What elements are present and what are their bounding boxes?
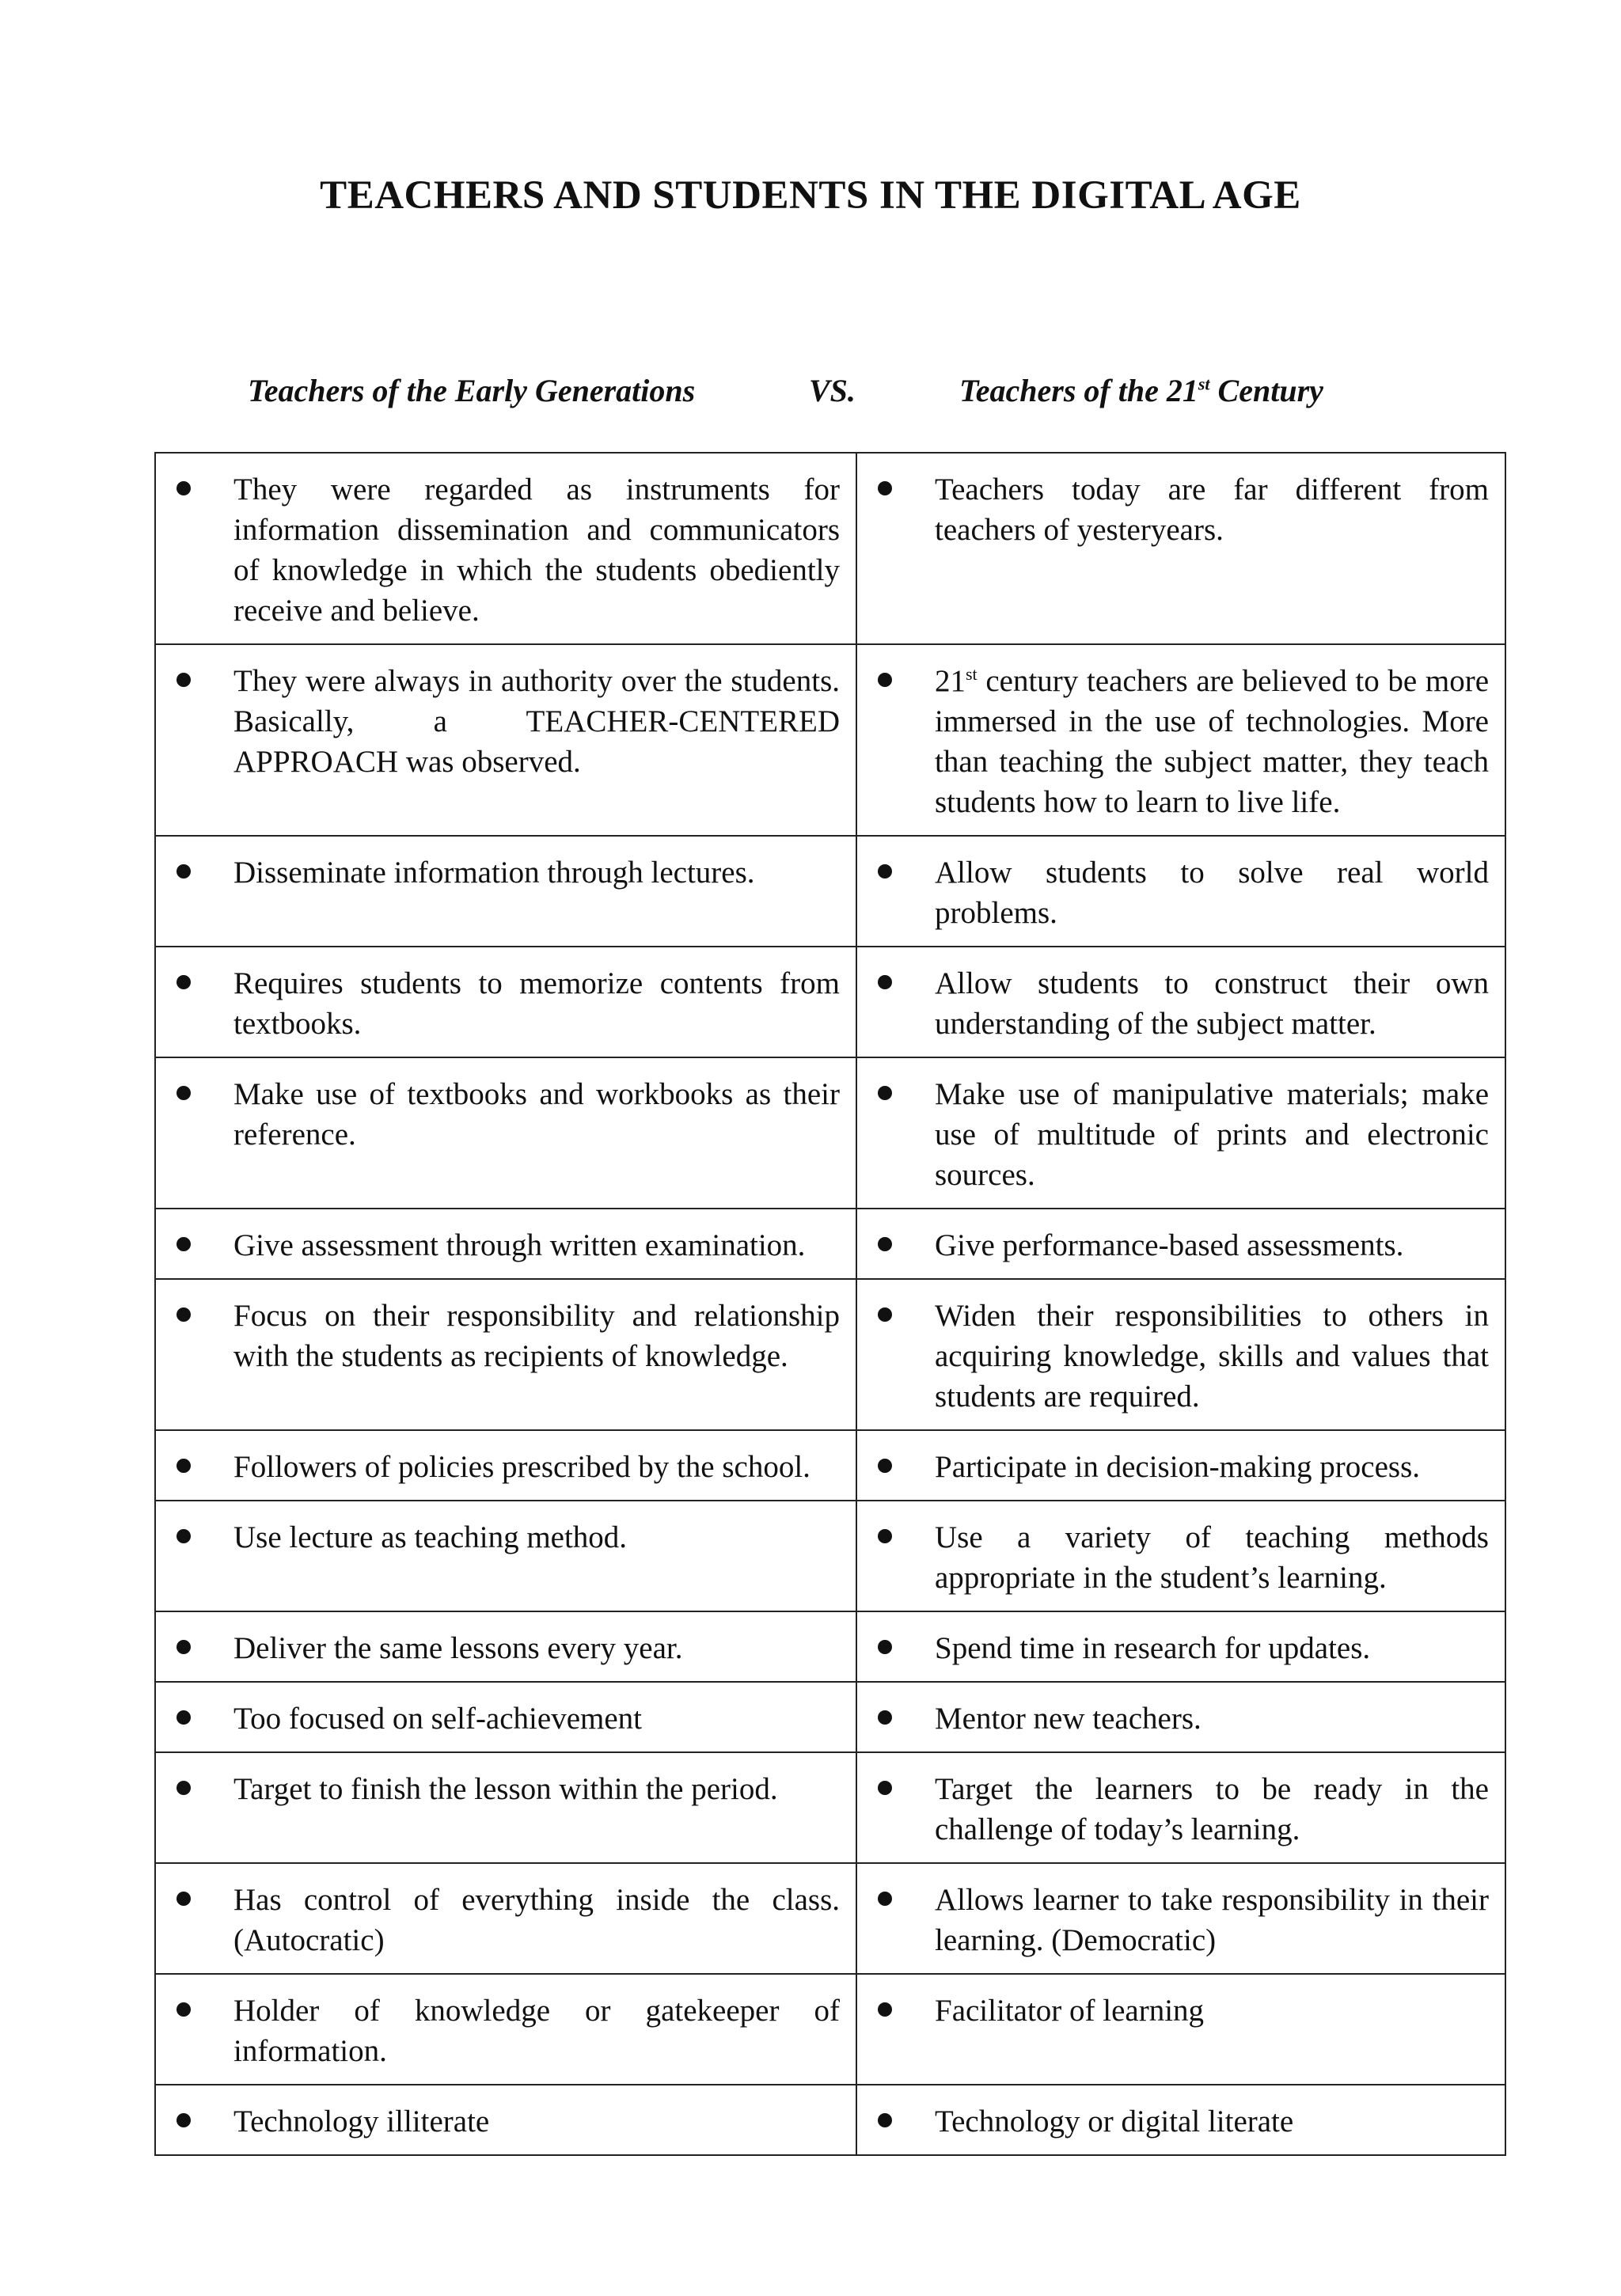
twenty-first-century-cell bbox=[856, 2085, 1505, 2155]
subheading-21st-sup: st bbox=[1198, 374, 1210, 394]
bullet-text-main: Deliver the same lessons every year. bbox=[233, 1631, 683, 1665]
bullet-item bbox=[172, 1225, 840, 1266]
table-row bbox=[155, 1057, 1505, 1209]
early-generation-cell bbox=[155, 453, 856, 644]
comparison-table-body bbox=[155, 453, 1505, 2155]
bullet-item bbox=[172, 1628, 840, 1668]
bullet-icon bbox=[878, 1529, 892, 1543]
bullet-text-main: They were always in authority over the students. Basically, a TEACHER-CENTERED APPROACH was observed. bbox=[233, 664, 840, 779]
bullet-icon bbox=[177, 1710, 191, 1725]
bullet-item bbox=[873, 661, 1489, 822]
bullet-icon bbox=[878, 2002, 892, 2017]
bullet-icon bbox=[878, 975, 892, 989]
bullet-icon bbox=[878, 1640, 892, 1654]
bullet-item bbox=[172, 1990, 840, 2071]
early-generation-cell bbox=[155, 1682, 856, 1752]
twenty-first-century-cell bbox=[856, 1209, 1505, 1279]
bullet-item bbox=[873, 1990, 1489, 2031]
bullet-icon bbox=[177, 1892, 191, 1906]
bullet-text bbox=[233, 1990, 840, 2071]
early-generation-cell bbox=[155, 836, 856, 947]
subheading-early-generations: Teachers of the Early Generations bbox=[248, 373, 696, 408]
bullet-icon bbox=[177, 864, 191, 879]
bullet-item bbox=[172, 1698, 840, 1739]
twenty-first-century-cell bbox=[856, 1682, 1505, 1752]
bullet-text-main: Technology or digital literate bbox=[935, 2104, 1294, 2139]
bullet-icon bbox=[878, 481, 892, 495]
bullet-item bbox=[172, 1769, 840, 1809]
twenty-first-century-cell bbox=[856, 1863, 1505, 1974]
bullet-icon bbox=[878, 864, 892, 879]
bullet-text bbox=[935, 1880, 1489, 1960]
bullet-icon bbox=[878, 1892, 892, 1906]
table-row bbox=[155, 644, 1505, 836]
subheading-century-text: Century bbox=[1209, 373, 1323, 408]
early-generation-cell bbox=[155, 1501, 856, 1611]
bullet-text-main: Too focused on self-achievement bbox=[233, 1702, 642, 1736]
bullet-text bbox=[935, 469, 1489, 550]
bullet-text-main: Allow students to construct their own understanding of the subject matter. bbox=[935, 966, 1489, 1041]
bullet-item bbox=[873, 1225, 1489, 1266]
bullet-text-main: Participate in decision-making process. bbox=[935, 1450, 1420, 1484]
bullet-item bbox=[172, 661, 840, 782]
bullet-text-main: Use lecture as teaching method. bbox=[233, 1520, 628, 1554]
bullet-icon bbox=[878, 673, 892, 687]
table-row bbox=[155, 1501, 1505, 1611]
subheading-21st-century bbox=[959, 372, 1323, 409]
bullet-item bbox=[172, 852, 840, 893]
bullet-text bbox=[935, 661, 1489, 822]
twenty-first-century-cell bbox=[856, 453, 1505, 644]
bullet-icon bbox=[177, 1781, 191, 1795]
bullet-text bbox=[935, 1990, 1489, 2031]
bullet-item bbox=[172, 2101, 840, 2142]
bullet-item bbox=[873, 2101, 1489, 2142]
bullet-item bbox=[873, 1628, 1489, 1668]
bullet-text bbox=[233, 469, 840, 631]
bullet-icon bbox=[177, 1237, 191, 1251]
bullet-text-main: They were regarded as instruments for information dissemination and communicators of knowledge in which the students obediently receive and believe. bbox=[233, 472, 840, 628]
twenty-first-century-cell bbox=[856, 1752, 1505, 1863]
bullet-icon bbox=[177, 1459, 191, 1473]
early-generation-cell bbox=[155, 947, 856, 1057]
bullet-icon bbox=[177, 2113, 191, 2127]
bullet-item bbox=[873, 1698, 1489, 1739]
bullet-text bbox=[935, 963, 1489, 1044]
bullet-text bbox=[233, 2101, 840, 2142]
bullet-text bbox=[935, 1517, 1489, 1598]
bullet-text-main: Facilitator of learning bbox=[935, 1994, 1205, 2028]
bullet-text-main: Widen their responsibilities to others in acquiring knowledge, skills and values that students are required. bbox=[935, 1299, 1489, 1414]
twenty-first-century-cell bbox=[856, 836, 1505, 947]
bullet-item bbox=[172, 1296, 840, 1376]
bullet-text bbox=[233, 1880, 840, 1960]
bullet-text bbox=[233, 852, 840, 893]
early-generation-cell bbox=[155, 644, 856, 836]
table-row bbox=[155, 453, 1505, 644]
bullet-text-main: Mentor new teachers. bbox=[935, 1702, 1202, 1736]
early-generation-cell bbox=[155, 1430, 856, 1501]
bullet-icon bbox=[177, 481, 191, 495]
bullet-text-main: Requires students to memorize contents from textbooks. bbox=[233, 966, 840, 1041]
bullet-text-main: Allow students to solve real world problems. bbox=[935, 856, 1489, 930]
bullet-item bbox=[873, 1517, 1489, 1598]
bullet-text bbox=[233, 661, 840, 782]
bullet-icon bbox=[177, 1086, 191, 1100]
subheading-vs: VS. bbox=[809, 373, 856, 408]
bullet-text bbox=[233, 1074, 840, 1155]
bullet-text bbox=[233, 1225, 840, 1266]
table-row bbox=[155, 1863, 1505, 1974]
bullet-item bbox=[873, 1447, 1489, 1487]
bullet-icon bbox=[878, 1307, 892, 1322]
twenty-first-century-cell bbox=[856, 1430, 1505, 1501]
early-generation-cell bbox=[155, 1974, 856, 2085]
bullet-text bbox=[233, 963, 840, 1044]
early-generation-cell bbox=[155, 1611, 856, 1682]
bullet-icon bbox=[177, 1640, 191, 1654]
bullet-text-main: Followers of policies prescribed by the school. bbox=[233, 1450, 810, 1484]
table-row bbox=[155, 1682, 1505, 1752]
early-generation-cell bbox=[155, 1279, 856, 1430]
table-row bbox=[155, 1611, 1505, 1682]
bullet-text bbox=[233, 1447, 840, 1487]
early-generation-cell bbox=[155, 1752, 856, 1863]
bullet-text-main: century teachers are believed to be more immersed in the use of technologies. More than teaching the subject matter, they teach students how to learn to live life. bbox=[935, 664, 1489, 819]
bullet-text-main: Target the learners to be ready in the challenge of today’s learning. bbox=[935, 1772, 1489, 1846]
bullet-text bbox=[935, 1074, 1489, 1195]
bullet-text bbox=[935, 2101, 1489, 2142]
bullet-text bbox=[935, 1225, 1489, 1266]
twenty-first-century-cell bbox=[856, 1974, 1505, 2085]
early-generation-cell bbox=[155, 2085, 856, 2155]
bullet-text bbox=[233, 1296, 840, 1376]
bullet-text-superscript: st bbox=[966, 664, 978, 684]
bullet-text-main: Has control of everything inside the class. (Autocratic) bbox=[233, 1883, 840, 1957]
twenty-first-century-cell bbox=[856, 1057, 1505, 1209]
bullet-text bbox=[233, 1769, 840, 1809]
bullet-item bbox=[873, 852, 1489, 933]
bullet-text-main: Holder of knowledge or gatekeeper of information. bbox=[233, 1994, 840, 2068]
bullet-item bbox=[873, 1880, 1489, 1960]
table-row bbox=[155, 1974, 1505, 2085]
bullet-text-main: Target to finish the lesson within the period. bbox=[233, 1772, 778, 1806]
bullet-text bbox=[233, 1628, 840, 1668]
twenty-first-century-cell bbox=[856, 947, 1505, 1057]
bullet-text bbox=[935, 1698, 1489, 1739]
bullet-text bbox=[935, 1628, 1489, 1668]
bullet-icon bbox=[878, 2113, 892, 2127]
twenty-first-century-cell bbox=[856, 644, 1505, 836]
bullet-text bbox=[233, 1517, 840, 1558]
table-row bbox=[155, 1752, 1505, 1863]
bullet-text-main: Technology illiterate bbox=[233, 2104, 490, 2139]
subheading-21st-text: Teachers of the 21 bbox=[959, 373, 1198, 408]
bullet-text-main: Teachers today are far different from teachers of yesteryears. bbox=[935, 472, 1489, 547]
bullet-item bbox=[873, 963, 1489, 1044]
bullet-icon bbox=[878, 1459, 892, 1473]
bullet-text-main: Give assessment through written examination. bbox=[233, 1228, 806, 1262]
bullet-text bbox=[935, 1769, 1489, 1850]
bullet-item bbox=[172, 1074, 840, 1155]
bullet-item bbox=[873, 1296, 1489, 1417]
bullet-text-main: Make use of manipulative materials; make use of multitude of prints and electronic sources. bbox=[935, 1077, 1489, 1192]
bullet-text-main: Focus on their responsibility and relationship with the students as recipients of knowledge. bbox=[233, 1299, 840, 1373]
bullet-item bbox=[172, 1517, 840, 1558]
table-row bbox=[155, 1430, 1505, 1501]
bullet-text-main: Make use of textbooks and workbooks as their reference. bbox=[233, 1077, 840, 1152]
table-row bbox=[155, 947, 1505, 1057]
comparison-table bbox=[154, 452, 1506, 2156]
bullet-item bbox=[172, 469, 840, 631]
bullet-item bbox=[172, 1447, 840, 1487]
table-row bbox=[155, 836, 1505, 947]
table-row bbox=[155, 2085, 1505, 2155]
bullet-text-main: Spend time in research for updates. bbox=[935, 1631, 1371, 1665]
table-row bbox=[155, 1279, 1505, 1430]
bullet-text bbox=[233, 1698, 840, 1739]
bullet-item bbox=[873, 1074, 1489, 1195]
bullet-text bbox=[935, 852, 1489, 933]
bullet-text-main: Give performance-based assessments. bbox=[935, 1228, 1404, 1262]
bullet-text bbox=[935, 1447, 1489, 1487]
early-generation-cell bbox=[155, 1863, 856, 1974]
twenty-first-century-cell bbox=[856, 1279, 1505, 1430]
bullet-text bbox=[935, 1296, 1489, 1417]
bullet-text-prefix: 21 bbox=[935, 664, 966, 698]
twenty-first-century-cell bbox=[856, 1501, 1505, 1611]
bullet-item bbox=[873, 469, 1489, 550]
bullet-icon bbox=[177, 1307, 191, 1322]
bullet-text-main: Allows learner to take responsibility in their learning. (Democratic) bbox=[935, 1883, 1489, 1957]
early-generation-cell bbox=[155, 1209, 856, 1279]
bullet-icon bbox=[177, 673, 191, 687]
bullet-icon bbox=[177, 975, 191, 989]
table-row bbox=[155, 1209, 1505, 1279]
bullet-item bbox=[172, 1880, 840, 1960]
bullet-icon bbox=[177, 1529, 191, 1543]
bullet-text-main: Use a variety of teaching methods appropriate in the student’s learning. bbox=[935, 1520, 1489, 1595]
bullet-text-main: Disseminate information through lectures. bbox=[233, 856, 755, 890]
bullet-icon bbox=[878, 1781, 892, 1795]
bullet-icon bbox=[878, 1710, 892, 1725]
bullet-icon bbox=[878, 1237, 892, 1251]
twenty-first-century-cell bbox=[856, 1611, 1505, 1682]
bullet-icon bbox=[878, 1086, 892, 1100]
bullet-item bbox=[873, 1769, 1489, 1850]
bullet-icon bbox=[177, 2002, 191, 2017]
bullet-item bbox=[172, 963, 840, 1044]
page-title: TEACHERS AND STUDENTS IN THE DIGITAL AGE bbox=[320, 173, 1301, 218]
early-generation-cell bbox=[155, 1057, 856, 1209]
